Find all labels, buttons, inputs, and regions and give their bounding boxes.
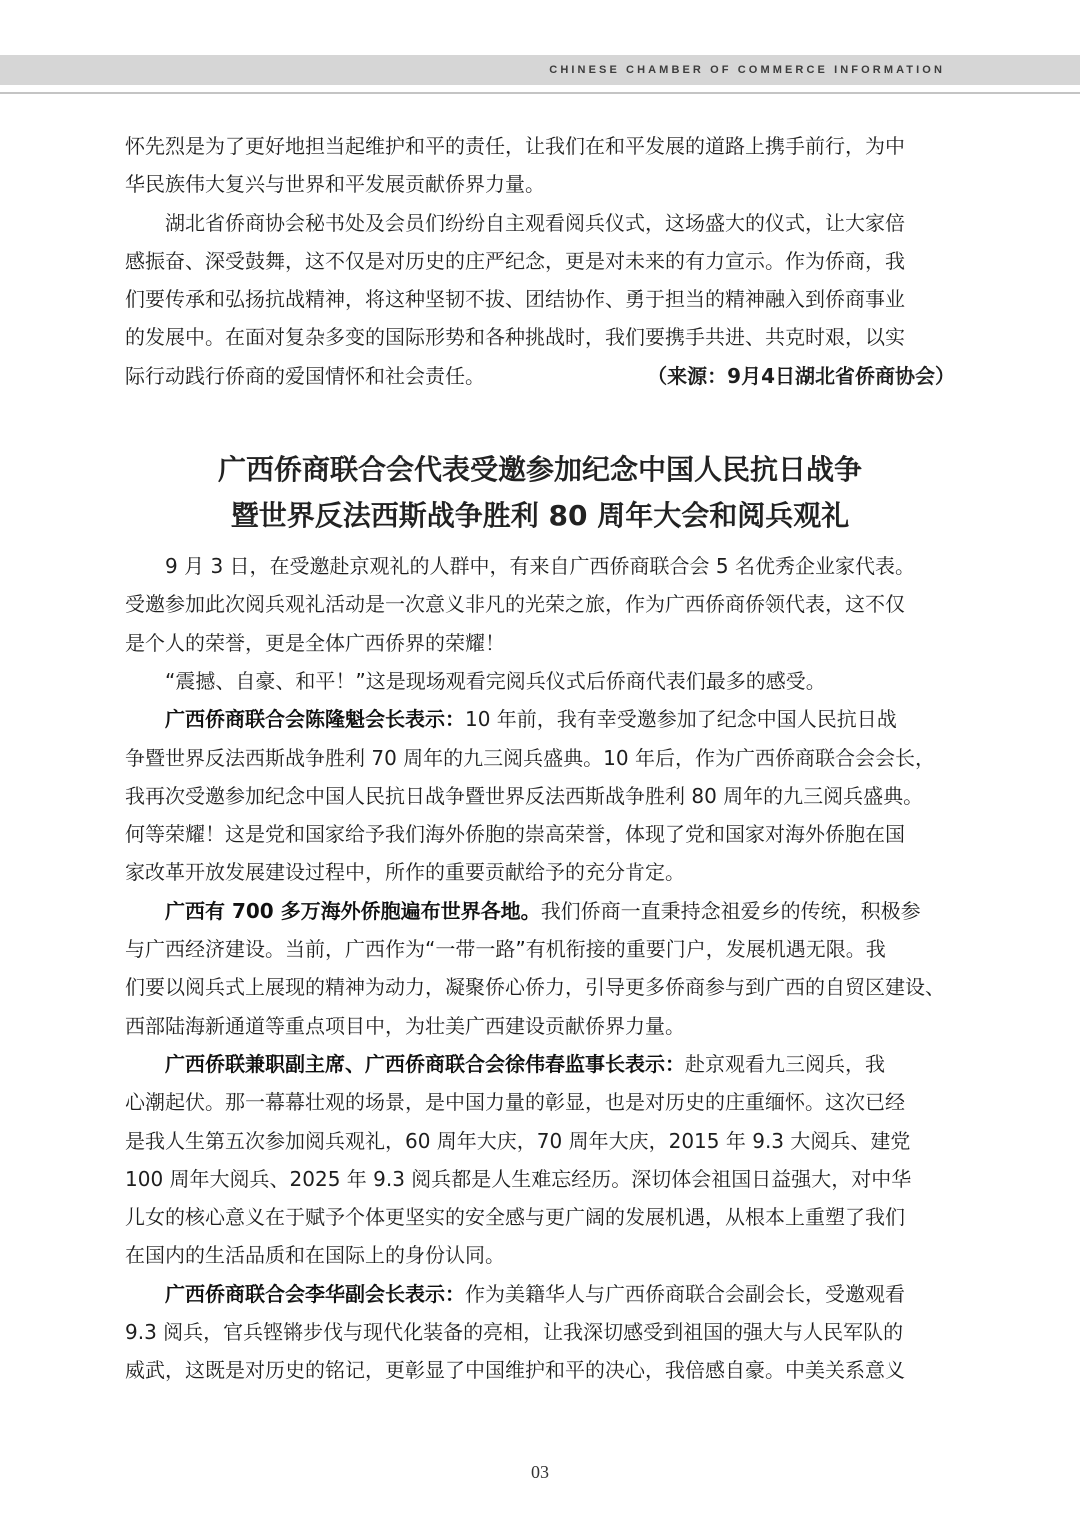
text-line: 9 月 3 日，在受邀赴京观礼的人群中，有来自广西侨商联合会 5 名优秀企业家代表。 [165, 554, 915, 579]
text-line [125, 357, 955, 395]
text-line-body: 作为美籍华人与广西侨商联合会副会长，受邀观看 [465, 1281, 905, 1306]
text-line: 是个人的荣誉，更是全体广西侨界的荣耀！ [125, 630, 505, 655]
text-line: 感振奋、深受鼓舞，这不仅是对历史的庄严纪念，更是对未来的有力宣示。作为侨商，我 [125, 248, 905, 273]
article-title [125, 447, 955, 539]
header-rule [0, 92, 1080, 94]
speaker-lead: 广西侨商联合会李华副会长表示： [165, 1281, 465, 1306]
text-line: 湖北省侨商协会秘书处及会员们纷纷自主观看阅兵仪式，这场盛大的仪式，让大家倍 [165, 210, 905, 235]
text-line: 100 周年大阅兵、2025 年 9.3 阅兵都是人生难忘经历。深切体会祖国日益强大，对中华 [125, 1166, 912, 1191]
text-line: 心潮起伏。那一幕幕壮观的场景，是中国力量的彰显，也是对历史的庄重缅怀。这次已经 [125, 1090, 905, 1115]
text-line: 家改革开放发展建设过程中，所作的重要贡献给予的充分肯定。 [125, 860, 685, 885]
running-header: CHINESE CHAMBER OF COMMERCE INFORMATION [549, 64, 945, 76]
text-line: 的发展中。在面对复杂多变的国际形势和各种挑战时，我们要携手共进、共克时艰，以实 [125, 325, 905, 350]
text-line: 们要以阅兵式上展现的精神为动力，凝聚侨心侨力，引导更多侨商参与到广西的自贸区建设、 [125, 975, 945, 1000]
text-line [125, 892, 955, 930]
speaker-lead: 广西有 700 多万海外侨胞遍布世界各地。 [165, 898, 541, 923]
text-line: 在国内的生活品质和在国际上的身份认同。 [125, 1243, 505, 1268]
page-content [125, 127, 955, 1390]
speaker-lead: 广西侨联兼职副主席、广西侨商联合会徐伟春监事长表示： [165, 1051, 685, 1076]
section-spacer [125, 395, 955, 447]
text-line: 争暨世界反法西斯战争胜利 70 周年的九三阅兵盛典。10 年后，作为广西侨商联合会会长， [125, 745, 935, 770]
text-line: 与广西经济建设。当前，广西作为“一带一路”有机衔接的重要门户，发展机遇无限。我 [125, 937, 886, 962]
text-line: 们要传承和弘扬抗战精神，将这种坚韧不拔、团结协作、勇于担当的精神融入到侨商事业 [125, 287, 905, 312]
text-line-body: 赴京观看九三阅兵，我 [685, 1051, 885, 1076]
page-number: 03 [531, 1462, 549, 1482]
text-line: 怀先烈是为了更好地担当起维护和平的责任，让我们在和平发展的道路上携手前行，为中 [125, 134, 905, 158]
source-note: （来源：9月4日湖北省侨商协会） [647, 363, 955, 388]
text-line: 儿女的核心意义在于赋予个体更坚实的安全感与更广阔的发展机遇，从根本上重塑了我们 [125, 1205, 905, 1230]
text-line: “震撼、自豪、和平！”这是现场观看完阅兵仪式后侨商代表们最多的感受。 [165, 668, 826, 693]
text-line: 威武，这既是对历史的铭记，更彰显了中国维护和平的决心，我倍感自豪。中美关系意义 [125, 1358, 905, 1383]
text-line: 是我人生第五次参加阅兵观礼，60 周年大庆，70 周年大庆，2015 年 9.3 大阅兵、建党 [125, 1128, 911, 1153]
text-line: 华民族伟大复兴与世界和平发展贡献侨界力量。 [125, 172, 545, 197]
title-line-2: 暨世界反法西斯战争胜利 80 周年大会和阅兵观礼 [230, 499, 850, 533]
text-line [125, 700, 955, 738]
text-line-body: 际行动践行侨商的爱国情怀和社会责任。 [125, 363, 485, 388]
text-line: 何等荣耀！这是党和国家给予我们海外侨胞的崇高荣誉，体现了党和国家对海外侨胞在国 [125, 822, 905, 847]
text-line: 西部陆海新通道等重点项目中，为壮美广西建设贡献侨界力量。 [125, 1013, 685, 1038]
text-line-body: 10 年前，我有幸受邀参加了纪念中国人民抗日战 [465, 707, 897, 732]
text-line: 我再次受邀参加纪念中国人民抗日战争暨世界反法西斯战争胜利 80 周年的九三阅兵盛典。 [125, 783, 924, 808]
title-line-1: 广西侨商联合会代表受邀参加纪念中国人民抗日战争 [217, 453, 862, 487]
text-line: 9.3 阅兵，官兵铿锵步伐与现代化装备的亮相，让我深切感受到祖国的强大与人民军队的 [125, 1320, 904, 1345]
text-line-body: 我们侨商一直秉持念祖爱乡的传统，积极参 [540, 898, 921, 923]
text-line: 受邀参加此次阅兵观礼活动是一次意义非凡的光荣之旅，作为广西侨商侨领代表，这不仅 [125, 592, 905, 617]
text-line [125, 1275, 955, 1313]
speaker-lead: 广西侨商联合会陈隆魁会长表示： [165, 707, 465, 732]
text-line [125, 1045, 955, 1083]
